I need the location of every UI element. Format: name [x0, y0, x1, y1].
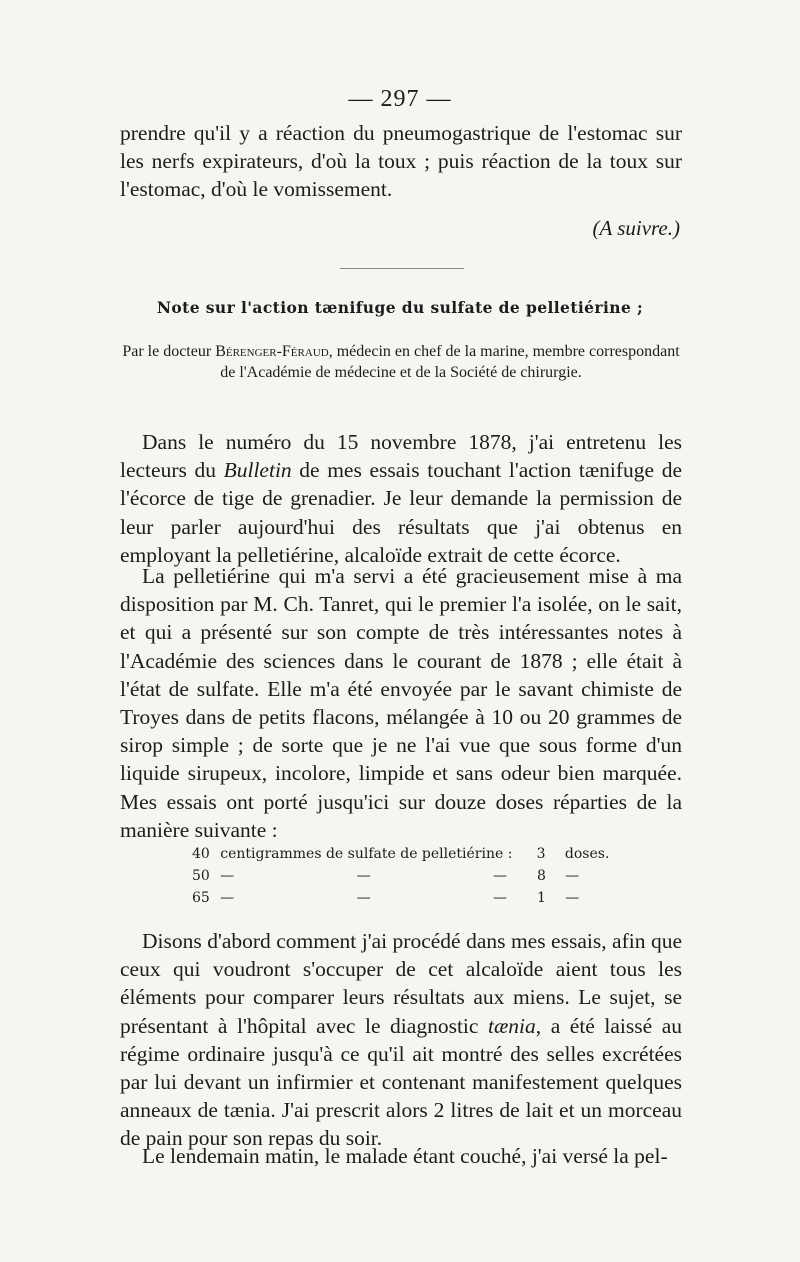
dose-count: 8 [537, 868, 546, 884]
dose-value: 50 [192, 868, 210, 884]
dose-count: 3 [536, 846, 546, 862]
to-be-continued-note: (A suivre.) [592, 216, 680, 240]
byline-author: Bérenger-Féraud [215, 343, 329, 360]
page-number: — 297 — [348, 86, 452, 112]
paragraph-method [120, 927, 682, 1153]
ditto-mark: — [220, 868, 235, 884]
byline-affiliation: , médecin en chef de la marine, membre correspondant de l'Académie de médecine et de la Société de chirurgie. [220, 343, 680, 381]
paragraph-intro-end: de mes essais touchant l'action tænifuge de l'écorce de tige de grenadier. Je leur demande la permission de leur parler aujourd'hui des résultats que j'ai obtenus en employant la pelletiérine, alcaloïde extrait de cette écorce. [120, 458, 683, 567]
ditto-mark: — [356, 890, 371, 906]
dose-label: — [565, 868, 580, 884]
dose-row [192, 887, 612, 909]
dose-table [192, 843, 612, 909]
paragraph-intro-start: Dans le numéro du 15 novembre 1878, j'ai entretenu les lecteurs du [120, 430, 682, 483]
article-byline [120, 342, 682, 383]
paragraph-method-end: , a été laissé au régime ordinaire jusqu'à ce qu'il ait montré des selles excrétées par lui devant un infirmier et contenant manifestement quelques anneaux de tænia. J'ai prescrit alors 2 litres de lait et un morceau de pain pour son repas du soir. [120, 1013, 682, 1151]
dose-count: 1 [537, 890, 546, 906]
dose-value: 65 [192, 890, 210, 906]
dose-unit: centigrammes de sulfate de pelletiérine : [220, 846, 513, 862]
dose-row [192, 843, 612, 865]
dose-label: — [565, 890, 580, 906]
dose-value: 40 [192, 846, 210, 862]
ditto-mark: — [493, 890, 507, 906]
diagnosis-term: tænia [487, 1013, 536, 1038]
byline-prefix: Par le docteur [122, 343, 216, 360]
ditto-marks [220, 865, 537, 887]
ditto-mark: — [356, 868, 371, 884]
paragraph-method-start: Disons d'abord comment j'ai procédé dans mes essais, afin que ceux qui voudront s'occuper de cet alcaloïde aient tous les éléments pour comparer leurs résultats aux miens. Le sujet, se présentant à l'hôpital avec le diagnostic [120, 929, 682, 1038]
continued-paragraph: prendre qu'il y a réaction du pneumogastrique de l'estomac sur les nerfs expirateurs, d'où la toux ; puis réaction de la toux sur l'estomac, d'où le vomissement. [120, 121, 682, 202]
paragraph-pelletierine: La pelletiérine qui m'a servi a été gracieusement mise à ma disposition par M. Ch. Tanret, qui le premier l'a isolée, on le sait, et qui a présenté sur son compte de très intéressantes notes à l'Académie des sciences dans le courant de 1878 ; elle était à l'état de sulfate. Elle m'a été envoyée par le savant chimiste de Troyes dans de petits flacons, mélangée à 10 ou 20 grammes de sirop simple ; de sorte que je ne l'ai vue que sous forme d'un liquide sirupeux, incolore, limpide et sans odeur bien marquée. Mes essais ont porté jusqu'ici sur douze doses réparties de la manière suivante : [120, 564, 682, 842]
ditto-mark: — [493, 868, 507, 884]
ditto-marks [220, 887, 537, 909]
article-title: Note sur l'action tænifuge du sulfate de pelletiérine ; [156, 298, 644, 317]
journal-name: Bulletin [223, 458, 292, 483]
dose-row [192, 865, 612, 887]
section-divider [340, 268, 464, 269]
ditto-mark: — [220, 890, 235, 906]
paragraph-intro [120, 428, 682, 569]
dose-label: doses. [564, 846, 610, 862]
paragraph-next-morning: Le lendemain matin, le malade étant couché, j'ai versé la pel- [142, 1144, 668, 1168]
